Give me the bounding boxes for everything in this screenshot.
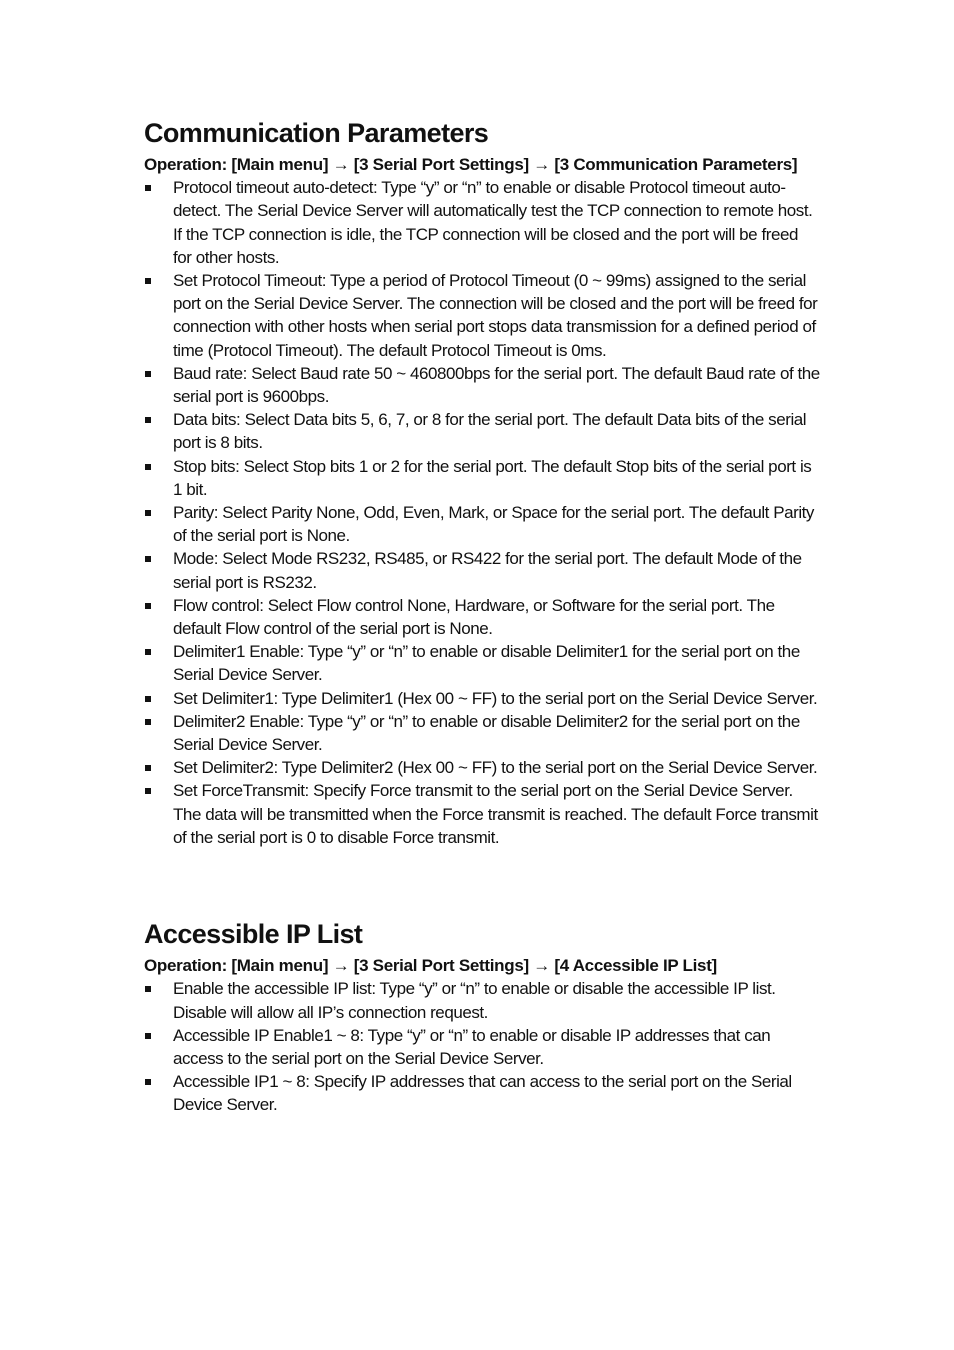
bullet-icon: [145, 1079, 151, 1085]
bullet-icon: [145, 556, 151, 562]
section-title: Communication Parameters: [144, 118, 489, 148]
bullet-icon: [145, 649, 151, 655]
list-item: [144, 687, 820, 710]
list-item: [144, 547, 820, 593]
bullet-icon: [145, 603, 151, 609]
operation-path: Operation: [Main menu] → [3 Serial Port Settings] → [3 Communication Parameters]: [144, 155, 798, 174]
list-item: [144, 710, 820, 756]
list-item: [144, 779, 820, 849]
list-item-text: Parity: Select Parity None, Odd, Even, Mark, or Space for the serial port. The default Parity of the serial port is None.: [173, 503, 814, 546]
list-item: [144, 1070, 820, 1116]
list-item-text: Stop bits: Select Stop bits 1 or 2 for the serial port. The default Stop bits of the serial port is 1 bit.: [173, 456, 812, 499]
bullet-icon: [145, 788, 151, 794]
list-item-text: Flow control: Select Flow control None, Hardware, or Software for the serial port. The default Flow control of the serial port is None.: [173, 595, 775, 639]
parameter-list: [144, 176, 820, 849]
bullet-icon: [145, 185, 151, 191]
list-item: [144, 269, 820, 362]
list-item-text: Set Delimiter2: Type Delimiter2 (Hex 00 ~ FF) to the serial port on the Serial Device Server.: [173, 758, 818, 778]
list-item: [144, 1024, 820, 1070]
bullet-icon: [145, 371, 151, 377]
list-item-text: Set Delimiter1: Type Delimiter1 (Hex 00 ~ FF) to the serial port on the Serial Device Server.: [173, 688, 818, 708]
list-item-text: Protocol timeout auto-detect: Type “y” or “n” to enable or disable Protocol timeout auto-detect. The Serial Device Server will automatically test the TCP connection to remote host. If the TCP connection is idle, the TCP connection will be closed and the port will be freed for other hosts.: [173, 178, 813, 267]
operation-path: Operation: [Main menu] → [3 Serial Port Settings] → [4 Accessible IP List]: [144, 956, 717, 976]
list-item: [144, 594, 820, 640]
list-item: [144, 455, 820, 501]
list-item-text: Set ForceTransmit: Specify Force transmit to the serial port on the Serial Device Server. The data will be transmitted when the Force transmit is reached. The default Force transmit of the serial port is 0 to disable Force transmit.: [173, 781, 818, 847]
list-item-text: Accessible IP Enable1 ~ 8: Type “y” or “n” to enable or disable IP addresses that can access to the serial port on the Serial Device Server.: [173, 1025, 771, 1068]
bullet-icon: [145, 719, 151, 725]
list-item-text: Delimiter1 Enable: Type “y” or “n” to enable or disable Delimiter1 for the serial port on the Serial Device Server.: [173, 642, 800, 685]
section-title: Accessible IP List: [144, 919, 363, 950]
list-item-text: Accessible IP1 ~ 8: Specify IP addresses that can access to the serial port on the Serial Device Server.: [173, 1072, 792, 1115]
list-item: [144, 756, 820, 779]
bullet-icon: [145, 464, 151, 470]
list-item-text: Enable the accessible IP list: Type “y” or “n” to enable or disable the accessible IP list. Disable will allow all IP’s connection request.: [173, 979, 776, 1022]
list-item: [144, 408, 820, 454]
accessible-ip-list-section: [144, 917, 820, 1116]
document-page: [144, 116, 820, 1117]
list-item-text: Set Protocol Timeout: Type a period of Protocol Timeout (0 ~ 99ms) assigned to the serial port on the Serial Device Server. The connection will be closed and the port will be freed for connection with other hosts when serial port stops data transmission for a defined period of time (Protocol Timeout). The default Protocol Timeout is 0ms.: [173, 271, 818, 360]
bullet-icon: [145, 1033, 151, 1039]
bullet-icon: [145, 417, 151, 423]
bullet-icon: [145, 278, 151, 284]
list-item: [144, 977, 820, 1023]
list-item: [144, 640, 820, 686]
list-item-text: Delimiter2 Enable: Type “y” or “n” to enable or disable Delimiter2 for the serial port on the Serial Device Server.: [173, 711, 800, 755]
list-item-text: Baud rate: Select Baud rate 50 ~ 460800bps for the serial port. The default Baud rate of the serial port is 9600bps.: [173, 363, 820, 407]
bullet-icon: [145, 986, 151, 992]
parameter-list: [144, 977, 820, 1116]
list-item-text: Data bits: Select Data bits 5, 6, 7, or 8 for the serial port. The default Data bits of the serial port is 8 bits.: [173, 410, 807, 453]
list-item-text: Mode: Select Mode RS232, RS485, or RS422 for the serial port. The default Mode of the serial port is RS232.: [173, 549, 802, 592]
list-item: [144, 176, 820, 269]
bullet-icon: [145, 696, 151, 702]
list-item: [144, 362, 820, 408]
list-item: [144, 501, 820, 547]
bullet-icon: [145, 510, 151, 516]
communication-parameters-section: [144, 116, 820, 849]
bullet-icon: [145, 765, 151, 771]
